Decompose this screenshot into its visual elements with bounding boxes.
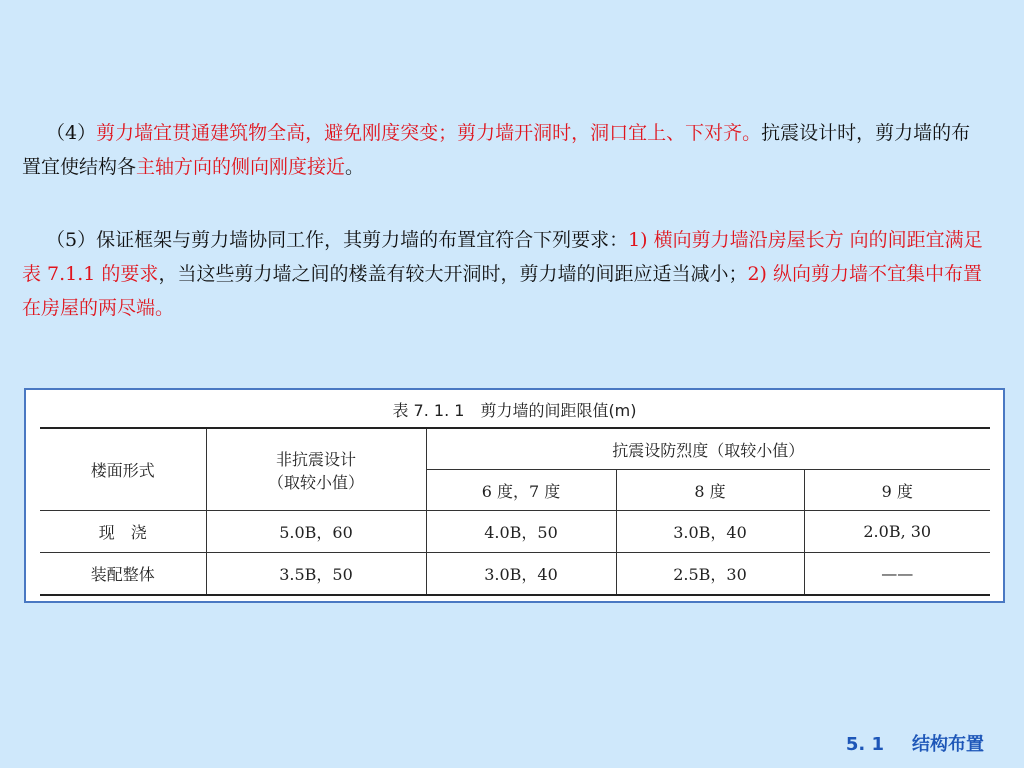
subheader-deg-6-7: 6 度，7 度 [426, 470, 616, 511]
cell-nonseismic: 3.5B，50 [206, 553, 426, 596]
cell-floor-type: 现 浇 [40, 511, 206, 553]
p5-highlight-2: 2) 纵向剪力墙不宜集中布置在房屋的两尽端。 [22, 263, 982, 319]
header-seismic: 抗震设防烈度（取较小值） [426, 428, 990, 470]
p4-highlight-1: 剪力墙宜贯通建筑物全高，避免刚度突变；剪力墙开洞时，洞口宜上、下对齐。 [96, 122, 762, 144]
subheader-deg-8: 8 度 [616, 470, 804, 511]
section-number: 5. 1 [845, 734, 884, 755]
header-floor-type: 楼面形式 [40, 428, 206, 511]
cell-deg-9: —— [804, 553, 990, 596]
spacing-limit-table [40, 427, 990, 596]
cell-deg-8: 2.5B，30 [616, 553, 804, 596]
cell-deg-6-7: 4.0B，50 [426, 511, 616, 553]
p4-text: 抗震设计时，剪力墙的布置宜使结构各 [22, 122, 971, 178]
p5-prefix: （5）保证框架与剪力墙协同工作，其剪力墙的布置宜符合下列要求： [46, 229, 629, 251]
p4-prefix: （4） [46, 122, 97, 144]
cell-floor-type: 装配整体 [40, 553, 206, 596]
p5-text: ，当这些剪力墙之间的楼盖有较大开洞时，剪力墙的间距应适当减小； [158, 263, 748, 285]
p4-suffix: 。 [345, 156, 365, 178]
paragraph-4 [22, 116, 987, 184]
cell-deg-6-7: 3.0B，40 [426, 553, 616, 596]
slide-footer [846, 730, 984, 756]
section-title: 结构布置 [912, 734, 984, 755]
subheader-deg-9: 9 度 [804, 470, 990, 511]
spacing-limit-table-frame [24, 388, 1005, 603]
header-nonseismic-line1: 非抗震设计 [275, 449, 356, 469]
cell-deg-9: 2.0B, 30 [804, 511, 990, 553]
table-row [40, 553, 990, 596]
cell-nonseismic: 5.0B，60 [206, 511, 426, 553]
header-nonseismic-line2: （取较小值） [267, 472, 364, 492]
table-row [40, 511, 990, 553]
cell-deg-8: 3.0B，40 [616, 511, 804, 553]
header-nonseismic [206, 428, 426, 511]
p4-highlight-2: 主轴方向的侧向刚度接近 [136, 156, 346, 178]
paragraph-5 [22, 223, 987, 325]
table-title: 表 7. 1. 1 剪力墙的间距限值(m) [392, 401, 637, 420]
p5-highlight-1: 1) 横向剪力墙沿房屋长方 向的间距宜满足表 7.1.1 的要求 [22, 229, 983, 285]
